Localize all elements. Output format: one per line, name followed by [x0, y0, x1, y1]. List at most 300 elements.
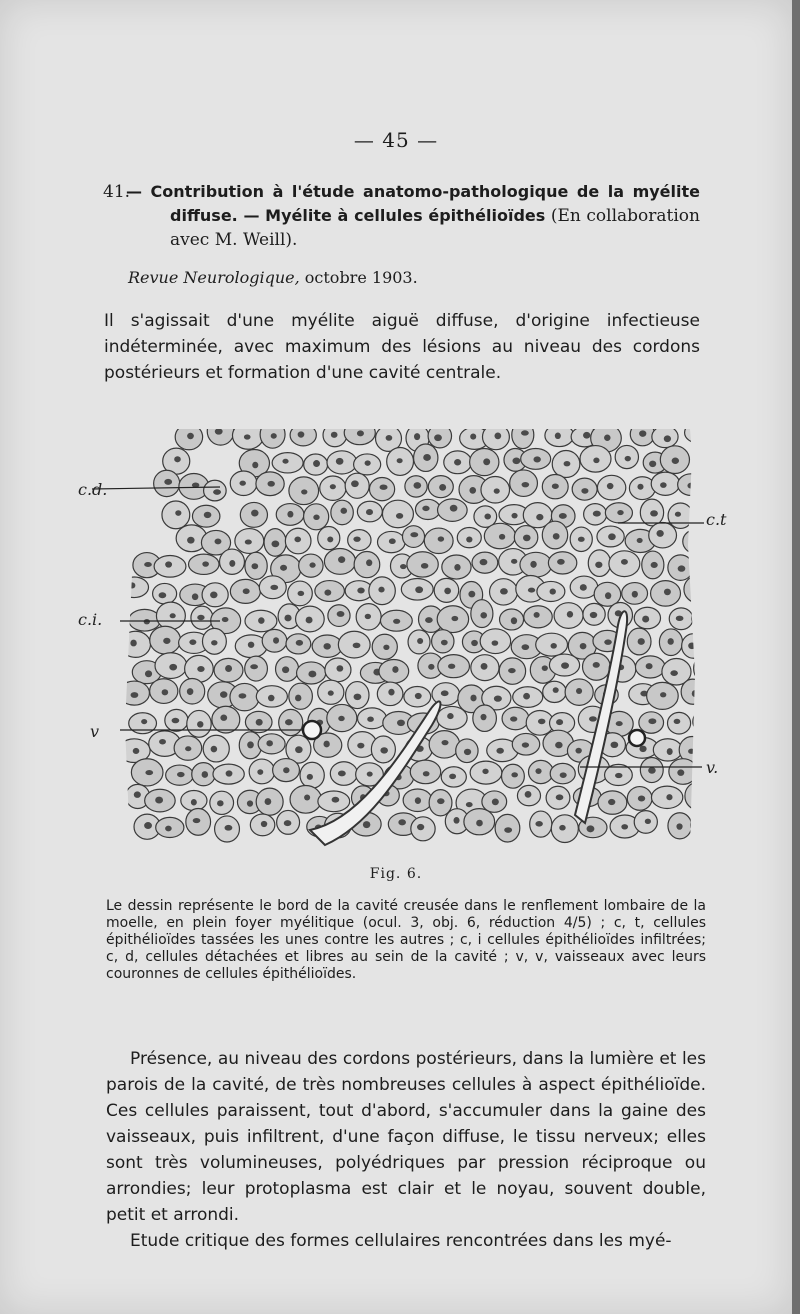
- cell-nucleus: [244, 434, 251, 439]
- cell-nucleus: [197, 615, 204, 620]
- cell-nucleus: [366, 559, 372, 566]
- cell-nucleus: [639, 430, 646, 436]
- cell-nucleus: [590, 612, 597, 618]
- entry-title-bold: — Contribution à l'étude anatomo-pathologique de la myélite diffuse. — Myélite à cellules épithélioïdes: [126, 182, 700, 225]
- cell-nucleus: [389, 538, 396, 544]
- cell-nucleus: [595, 562, 602, 568]
- cell-nucleus: [480, 714, 486, 720]
- cell-nucleus: [528, 588, 535, 593]
- cell-nucleus: [338, 716, 345, 721]
- cell-nucleus: [324, 590, 331, 596]
- cell-nucleus: [664, 435, 671, 442]
- cell-nucleus: [294, 536, 301, 542]
- cell-nucleus: [667, 748, 673, 755]
- cell-nucleus: [211, 746, 218, 753]
- cell-nucleus: [638, 796, 645, 802]
- cell-nucleus: [340, 508, 347, 514]
- cell-nucleus: [169, 664, 177, 671]
- cell-nucleus: [555, 433, 561, 440]
- cell-nucleus: [245, 539, 252, 544]
- cell-nucleus: [438, 536, 444, 541]
- cell-nucleus: [508, 668, 516, 673]
- cell-nucleus: [560, 772, 567, 778]
- cell-nucleus: [621, 559, 628, 565]
- cell-nucleus: [165, 561, 172, 567]
- cell-nucleus: [611, 742, 619, 748]
- cell-nucleus: [593, 458, 599, 464]
- cell-nucleus: [282, 459, 288, 464]
- cell-nucleus: [252, 462, 258, 469]
- body-text: [106, 1046, 706, 1254]
- cell-nucleus: [397, 458, 403, 463]
- label-v-left: v: [90, 722, 100, 741]
- cell-nucleus: [215, 428, 223, 434]
- cell-nucleus: [363, 821, 371, 828]
- cell-nucleus: [551, 643, 557, 649]
- cell-nucleus: [656, 530, 663, 537]
- cell-nucleus: [393, 619, 400, 624]
- vessel-left: [303, 721, 321, 739]
- cell-nucleus: [677, 769, 684, 776]
- cell-nucleus: [589, 716, 597, 721]
- cell-nucleus: [367, 717, 374, 722]
- cell-nucleus: [672, 458, 679, 464]
- cell-nucleus: [675, 512, 681, 517]
- cell-nucleus: [285, 719, 293, 725]
- cell-nucleus: [466, 802, 473, 807]
- cell-nucleus: [257, 769, 263, 775]
- cell-nucleus: [415, 586, 423, 593]
- histology-figure: [70, 425, 730, 860]
- cell-nucleus: [397, 720, 405, 726]
- cell-nucleus: [210, 591, 217, 598]
- cell-nucleus: [481, 663, 488, 670]
- cell-nucleus: [271, 433, 277, 439]
- cell-nucleus: [247, 741, 254, 748]
- cell-nucleus: [251, 563, 258, 569]
- cell-nucleus: [482, 769, 488, 775]
- cell-nucleus: [247, 800, 253, 806]
- cell-nucleus: [268, 695, 275, 701]
- cell-nucleus: [162, 689, 169, 695]
- cell-nucleus: [504, 827, 512, 833]
- cell-nucleus: [660, 692, 666, 697]
- cell-nucleus: [283, 767, 289, 773]
- cell-nucleus: [639, 746, 646, 753]
- cell-nucleus: [521, 644, 529, 650]
- cell-nucleus: [637, 484, 643, 490]
- cell-nucleus: [313, 460, 320, 467]
- cell-nucleus: [415, 693, 422, 699]
- cell-nucleus: [575, 748, 581, 754]
- cell-nucleus: [313, 515, 319, 520]
- cell-nucleus: [448, 664, 455, 669]
- cell-nucleus: [365, 460, 371, 466]
- cell-nucleus: [642, 616, 649, 623]
- label-v-right: v.: [706, 758, 719, 777]
- cell-nucleus: [353, 536, 360, 541]
- cell-nucleus: [396, 513, 403, 519]
- journal-reference: [128, 268, 418, 287]
- entry-title: [126, 180, 700, 252]
- cell-nucleus: [145, 770, 153, 775]
- figure-caption-heading: Fig. 6.: [369, 866, 423, 882]
- cell-nucleus: [621, 824, 628, 829]
- cell-nucleus: [280, 565, 287, 571]
- cell-nucleus: [423, 454, 431, 461]
- cell-nucleus: [494, 432, 501, 439]
- cell-nucleus: [284, 820, 292, 826]
- cell-nucleus: [453, 817, 459, 824]
- cell-nucleus: [511, 772, 518, 777]
- cell-nucleus: [525, 791, 532, 798]
- cell-nucleus: [480, 559, 488, 565]
- cell-nucleus: [581, 488, 588, 494]
- cell-nucleus: [330, 484, 336, 489]
- cell-nucleus: [447, 713, 453, 719]
- cell-nucleus: [145, 670, 152, 677]
- cell-nucleus: [187, 688, 194, 695]
- cell-nucleus: [511, 617, 517, 624]
- cell-nucleus: [229, 560, 235, 567]
- cell-nucleus: [332, 797, 340, 803]
- cell-nucleus: [351, 480, 359, 487]
- cell-nucleus: [534, 612, 540, 618]
- bibliography-entry: [100, 180, 700, 252]
- label-cd: c.d.: [78, 480, 108, 499]
- cell-nucleus: [441, 740, 448, 745]
- cell-nucleus: [499, 534, 505, 540]
- cell-nucleus: [648, 718, 656, 724]
- cell-nucleus: [267, 481, 274, 487]
- cell-nucleus: [243, 588, 250, 594]
- cell-nucleus: [378, 587, 384, 593]
- cell-nucleus: [660, 482, 667, 488]
- cell-nucleus: [646, 663, 653, 669]
- cell-nucleus: [193, 818, 201, 823]
- cell-nucleus: [632, 591, 638, 598]
- cell-nucleus: [536, 514, 543, 520]
- cell-nucleus: [336, 665, 343, 671]
- cell-nucleus: [398, 819, 406, 825]
- cell-nucleus: [392, 666, 398, 673]
- cell-nucleus: [298, 591, 305, 596]
- cell-nucleus: [354, 694, 362, 700]
- cell-nucleus: [533, 456, 540, 462]
- cell-nucleus: [451, 616, 458, 621]
- body-paragraph-2: Etude critique des formes cellulaires rencontrées dans les myé-: [130, 1231, 672, 1251]
- cell-nucleus: [296, 640, 303, 646]
- cell-nucleus: [273, 637, 279, 644]
- cell-nucleus: [616, 721, 623, 726]
- cell-nucleus: [353, 643, 361, 649]
- cell-nucleus: [414, 433, 420, 440]
- cell-nucleus: [625, 456, 631, 461]
- intro-paragraph: Il s'agissait d'une myélite aiguë diffuse, d'origine infectieuse indéterminée, avec maximum des lésions au niveau des cordons postérieurs et formation d'une cavité centrale.: [104, 311, 700, 383]
- cell-nucleus: [309, 562, 315, 567]
- cell-nucleus: [670, 670, 678, 676]
- cell-nucleus: [164, 479, 172, 485]
- cell-nucleus: [197, 721, 203, 727]
- cell-nucleus: [250, 664, 258, 669]
- cell-nucleus: [165, 826, 172, 832]
- cell-nucleus: [511, 513, 517, 519]
- cell-nucleus: [170, 613, 176, 618]
- cell-nucleus: [220, 691, 227, 698]
- cell-nucleus: [578, 537, 585, 542]
- cell-nucleus: [555, 742, 562, 749]
- cell-nucleus: [239, 481, 245, 486]
- cell-nucleus: [444, 588, 451, 595]
- cell-nucleus: [306, 617, 313, 624]
- cell-nucleus: [261, 821, 267, 827]
- cell-nucleus: [645, 819, 651, 824]
- cell-nucleus: [204, 512, 212, 518]
- cell-nucleus: [413, 482, 421, 489]
- cell-nucleus: [530, 561, 536, 568]
- cell-nucleus: [522, 742, 529, 747]
- cell-nucleus: [492, 640, 499, 645]
- cell-nucleus: [284, 615, 291, 622]
- cell-nucleus: [144, 562, 152, 567]
- cell-nucleus: [668, 638, 674, 645]
- cell-nucleus: [454, 564, 460, 571]
- cell-nucleus: [556, 719, 563, 725]
- label-ct: c.t: [706, 510, 727, 529]
- cell-nucleus: [521, 430, 529, 435]
- cell-nucleus: [617, 510, 623, 515]
- cell-nucleus: [222, 617, 229, 622]
- cell-nucleus: [202, 561, 209, 566]
- cell-nucleus: [608, 799, 615, 805]
- cell-nucleus: [163, 638, 170, 644]
- cell-nucleus: [471, 640, 478, 646]
- cell-nucleus: [410, 532, 418, 537]
- cell-nucleus: [357, 588, 364, 594]
- journal-date: octobre 1903.: [304, 268, 418, 287]
- cell-nucleus: [583, 432, 590, 439]
- cell-nucleus: [187, 537, 194, 544]
- cell-nucleus: [535, 768, 541, 774]
- cell-nucleus: [454, 459, 461, 465]
- cell-nucleus: [559, 825, 565, 831]
- cell-nucleus: [197, 666, 204, 672]
- cell-nucleus: [556, 794, 564, 800]
- cell-nucleus: [678, 565, 686, 571]
- cell-nucleus: [192, 593, 199, 600]
- vessel-right: [629, 730, 645, 746]
- cell-nucleus: [202, 771, 209, 778]
- cell-nucleus: [523, 535, 531, 542]
- cell-nucleus: [323, 741, 329, 748]
- cell-nucleus: [380, 747, 388, 753]
- cell-nucleus: [365, 614, 371, 619]
- cell-nucleus: [336, 458, 344, 465]
- cell-nucleus: [383, 645, 389, 650]
- cell-nucleus: [511, 559, 517, 564]
- cell-nucleus: [441, 640, 448, 646]
- cell-nucleus: [172, 718, 180, 723]
- cell-nucleus: [270, 585, 278, 590]
- cell-nucleus: [367, 771, 373, 776]
- cell-nucleus: [605, 592, 611, 599]
- cell-nucleus: [666, 794, 672, 800]
- cell-nucleus: [298, 431, 305, 437]
- cell-nucleus: [649, 461, 656, 468]
- cell-nucleus: [295, 746, 303, 753]
- cell-nucleus: [650, 510, 658, 516]
- cell-nucleus: [425, 617, 433, 623]
- cell-nucleus: [500, 588, 508, 594]
- cell-nucleus: [417, 638, 423, 644]
- cell-nucleus: [523, 693, 530, 700]
- cell-nucleus: [287, 511, 293, 518]
- cell-nucleus: [496, 748, 503, 754]
- cell-nucleus: [177, 772, 185, 777]
- cell-nucleus: [674, 719, 681, 724]
- cell-nucleus: [492, 799, 499, 806]
- cell-nucleus: [559, 513, 567, 519]
- cell-nucleus: [423, 771, 430, 776]
- cell-nucleus: [638, 638, 645, 645]
- cell-nucleus: [266, 740, 273, 746]
- cell-nucleus: [470, 695, 476, 702]
- cell-nucleus: [144, 822, 152, 829]
- cell-nucleus: [155, 797, 163, 804]
- cell-nucleus: [557, 559, 565, 565]
- cell-nucleus: [553, 533, 560, 540]
- cell-nucleus: [307, 774, 313, 780]
- cell-nucleus: [576, 688, 582, 694]
- cell-nucleus: [449, 774, 456, 780]
- cell-nucleus: [441, 690, 449, 696]
- cell-nucleus: [159, 592, 167, 598]
- cell-nucleus: [615, 773, 622, 778]
- cell-nucleus: [323, 643, 330, 650]
- entry-title-collab: (En collaboration avec M. Weill).: [170, 206, 700, 250]
- cell-nucleus: [187, 433, 194, 439]
- cell-nucleus: [417, 824, 424, 830]
- cell-nucleus: [301, 489, 307, 494]
- cell-nucleus: [265, 798, 272, 805]
- cell-nucleus: [185, 746, 191, 751]
- cell-nucleus: [604, 435, 610, 441]
- cell-nucleus: [220, 715, 227, 721]
- cell-nucleus: [214, 538, 221, 544]
- cell-nucleus: [366, 509, 373, 515]
- cell-nucleus: [468, 591, 475, 598]
- cell-nucleus: [593, 662, 600, 668]
- cell-nucleus: [388, 689, 394, 696]
- cell-nucleus: [175, 510, 181, 516]
- cell-nucleus: [189, 639, 196, 645]
- cell-nucleus: [567, 611, 573, 618]
- cell-nucleus: [282, 666, 289, 673]
- cell-nucleus: [464, 749, 471, 755]
- cell-nucleus: [217, 800, 224, 806]
- cell-nucleus: [327, 536, 333, 542]
- cell-nucleus: [428, 664, 434, 670]
- cell-nucleus: [469, 487, 476, 494]
- entry-number: 41.: [103, 182, 131, 202]
- figure-caption: Le dessin représente le bord de la cavité creusée dans le renflement lombaire de la moelle, en plein foyer myélitique (ocul. 3, obj. 6, réduction 4/5) ; c, t, cellules épithélioïdes tassées les unes contre les autres ; c, i cellules épithélioïdes infiltrées; c, d, cellules détachées et libres au sein de la cavité ; v, v, vaisseaux avec leurs couronnes de cellules épithélioïdes.: [106, 898, 706, 982]
- cell-nucleus: [608, 533, 616, 540]
- cell-nucleus: [141, 719, 147, 724]
- cell-nucleus: [434, 434, 442, 441]
- cell-nucleus: [607, 483, 614, 489]
- cell-nucleus: [561, 662, 569, 669]
- cell-nucleus: [421, 563, 428, 569]
- cell-nucleus: [494, 695, 502, 701]
- cell-nucleus: [550, 588, 556, 594]
- cell-nucleus: [542, 665, 548, 671]
- cell-nucleus: [664, 589, 671, 596]
- cell-nucleus: [552, 483, 559, 488]
- cell-nucleus: [648, 767, 656, 774]
- cell-nucleus: [593, 511, 601, 517]
- cell-nucleus: [470, 433, 476, 439]
- cell-nucleus: [415, 797, 421, 804]
- cell-nucleus: [338, 556, 345, 563]
- cell-nucleus: [224, 825, 232, 831]
- cell-nucleus: [676, 616, 684, 621]
- cell-nucleus: [484, 514, 491, 520]
- cell-nucleus: [494, 488, 500, 493]
- cell-nucleus: [328, 690, 334, 695]
- cell-nucleus: [380, 484, 388, 489]
- cell-nucleus: [637, 538, 643, 543]
- cell-nucleus: [476, 820, 483, 827]
- cell-nucleus: [466, 536, 472, 542]
- cell-nucleus: [587, 825, 595, 832]
- cell-nucleus: [357, 743, 364, 749]
- cell-nucleus: [483, 458, 490, 465]
- cell-nucleus: [522, 482, 530, 487]
- cell-nucleus: [191, 799, 197, 805]
- cell-nucleus: [357, 430, 364, 436]
- cell-nucleus: [676, 823, 682, 829]
- cell-nucleus: [295, 695, 301, 702]
- cell-nucleus: [553, 687, 559, 693]
- label-ci: c.i.: [78, 610, 103, 629]
- cell-nucleus: [271, 540, 279, 547]
- body-paragraph-1: Présence, au niveau des cordons postérieurs, dans la lumière et les parois de la cavité, de très nombreuses cellules à aspect épithélioïde. Ces cellules paraissent, tout d'abord, s'accumuler dans la gaine des vaisseaux, puis infiltrent, d'une façon diffuse, le tissu nerveux; elles sont très volumineuses, polyédriques par pression réciproque ou arrondies; leur protoplasma est clair et le noyau, souvent double, petit et arrondi.: [106, 1049, 706, 1225]
- cell-nucleus: [130, 640, 136, 647]
- cell-nucleus: [133, 748, 140, 754]
- cell-nucleus: [535, 821, 542, 827]
- cell-nucleus: [422, 506, 429, 511]
- cell-nucleus: [226, 770, 233, 776]
- cell-nucleus: [239, 693, 247, 698]
- cell-nucleus: [174, 456, 181, 462]
- cell-nucleus: [331, 432, 338, 438]
- cell-nucleus: [134, 791, 141, 798]
- cell-nucleus: [580, 643, 587, 649]
- cell-nucleus: [338, 770, 346, 776]
- cell-nucleus: [337, 611, 345, 617]
- cell: [162, 501, 190, 529]
- journal-name: Revue Neurologique,: [128, 268, 300, 287]
- cell-nucleus: [450, 505, 458, 512]
- cell-nucleus: [400, 564, 407, 569]
- cell-nucleus: [510, 716, 517, 721]
- cell-nucleus: [248, 642, 255, 648]
- cell-nucleus: [213, 489, 221, 495]
- cell-nucleus: [437, 798, 445, 804]
- cell-nucleus: [131, 692, 139, 698]
- cell-nucleus: [251, 510, 258, 517]
- cell-nucleus: [580, 584, 587, 591]
